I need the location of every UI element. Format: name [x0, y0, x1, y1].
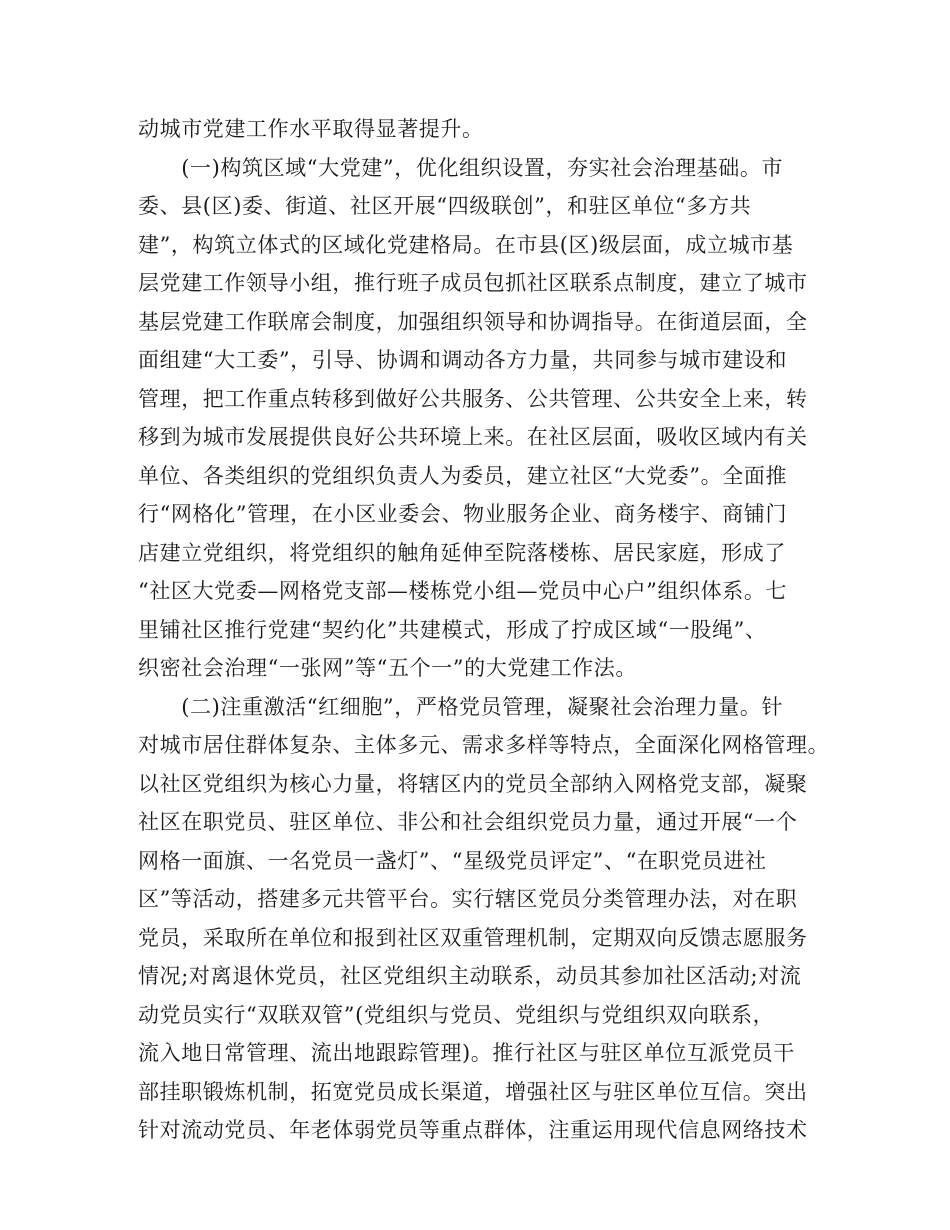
text-line: 单位、各类组织的党组织负责人为委员，建立社区“大党委”。全面推 [138, 463, 788, 488]
text-line: (二)注重激活“红细胞”，严格党员管理，凝聚社会治理力量。针 [138, 694, 784, 719]
text-line: 委、县(区)委、街道、社区开展“四级联创”，和驻区单位“多方共 [138, 194, 752, 218]
text-line: 移到为城市发展提供良好公共环境上来。在社区层面，吸收区域内有关 [138, 425, 808, 449]
text-line: 建”，构筑立体式的区域化党建格局。在市县(区)级层面，成立城市基 [138, 232, 794, 257]
text-line: 对城市居住群体复杂、主体多元、需求多样等特点，全面深化网格管理。 [138, 733, 830, 757]
text-line: 面组建“大工委”，引导、协调和调动各方力量，共同参与城市建设和 [138, 348, 788, 372]
text-line: 里铺社区推行党建“契约化”共建模式，形成了拧成区域“一股绳”、 [138, 617, 767, 642]
text-line: 店建立党组织，将党组织的触角延伸至院落楼栋、居民家庭，形成了 [138, 540, 786, 565]
text-line: 层党建工作领导小组，推行班子成员包抓社区联系点制度，建立了城市 [138, 271, 808, 295]
text-line: 区”等活动，搭建多元共管平台。实行辖区党员分类管理办法，对在职 [138, 887, 798, 911]
text-line: (一)构筑区域“大党建”，优化组织设置，夯实社会治理基础。市 [138, 155, 784, 180]
text-line: 动城市党建工作水平取得显著提升。 [138, 117, 484, 141]
text-line: 党员，采取所在单位和报到社区双重管理机制，定期双向反馈志愿服务 [138, 925, 808, 950]
text-line: 流入地日常管理、流出地跟踪管理)。推行社区与驻区单位互派党员干 [138, 1041, 795, 1065]
document-body [138, 110, 830, 1150]
text-line: 基层党建工作联席会制度，加强组织领导和协调指导。在街道层面，全 [138, 309, 808, 334]
text-line: 管理，把工作重点转移到做好公共服务、公共管理、公共安全上来，转 [138, 386, 808, 411]
text-line: 以社区党组织为核心力量，将辖区内的党员全部纳入网格党支部，凝聚 [138, 771, 808, 796]
text-line: 情况;对离退休党员，社区党组织主动联系，动员其参加社区活动;对流 [138, 964, 802, 988]
text-line: 动党员实行“双联双管”(党组织与党员、党组织与党组织双向联系， [138, 1002, 775, 1027]
text-line: 针对流动党员、年老体弱党员等重点群体，注重运用现代信息网络技术 [138, 1118, 808, 1142]
text-line: “社区大党委—网格党支部—楼栋党小组—党员中心户”组织体系。七 [138, 579, 788, 603]
text-line: 部挂职锻炼机制，拓宽党员成长渠道，增强社区与驻区单位互信。突出 [138, 1079, 808, 1104]
text-line: 行“网格化”管理，在小区业委会、物业服务企业、商务楼宇、商铺门 [138, 502, 788, 526]
text-line: 织密社会治理“一张网”等“五个一”的大党建工作法。 [138, 656, 637, 680]
text-line: 网格一面旗、一名党员一盏灯”、“星级党员评定”、“在职党员进社 [138, 848, 767, 873]
text-line: 社区在职党员、驻区单位、非公和社会组织党员力量，通过开展“一个 [138, 810, 798, 834]
